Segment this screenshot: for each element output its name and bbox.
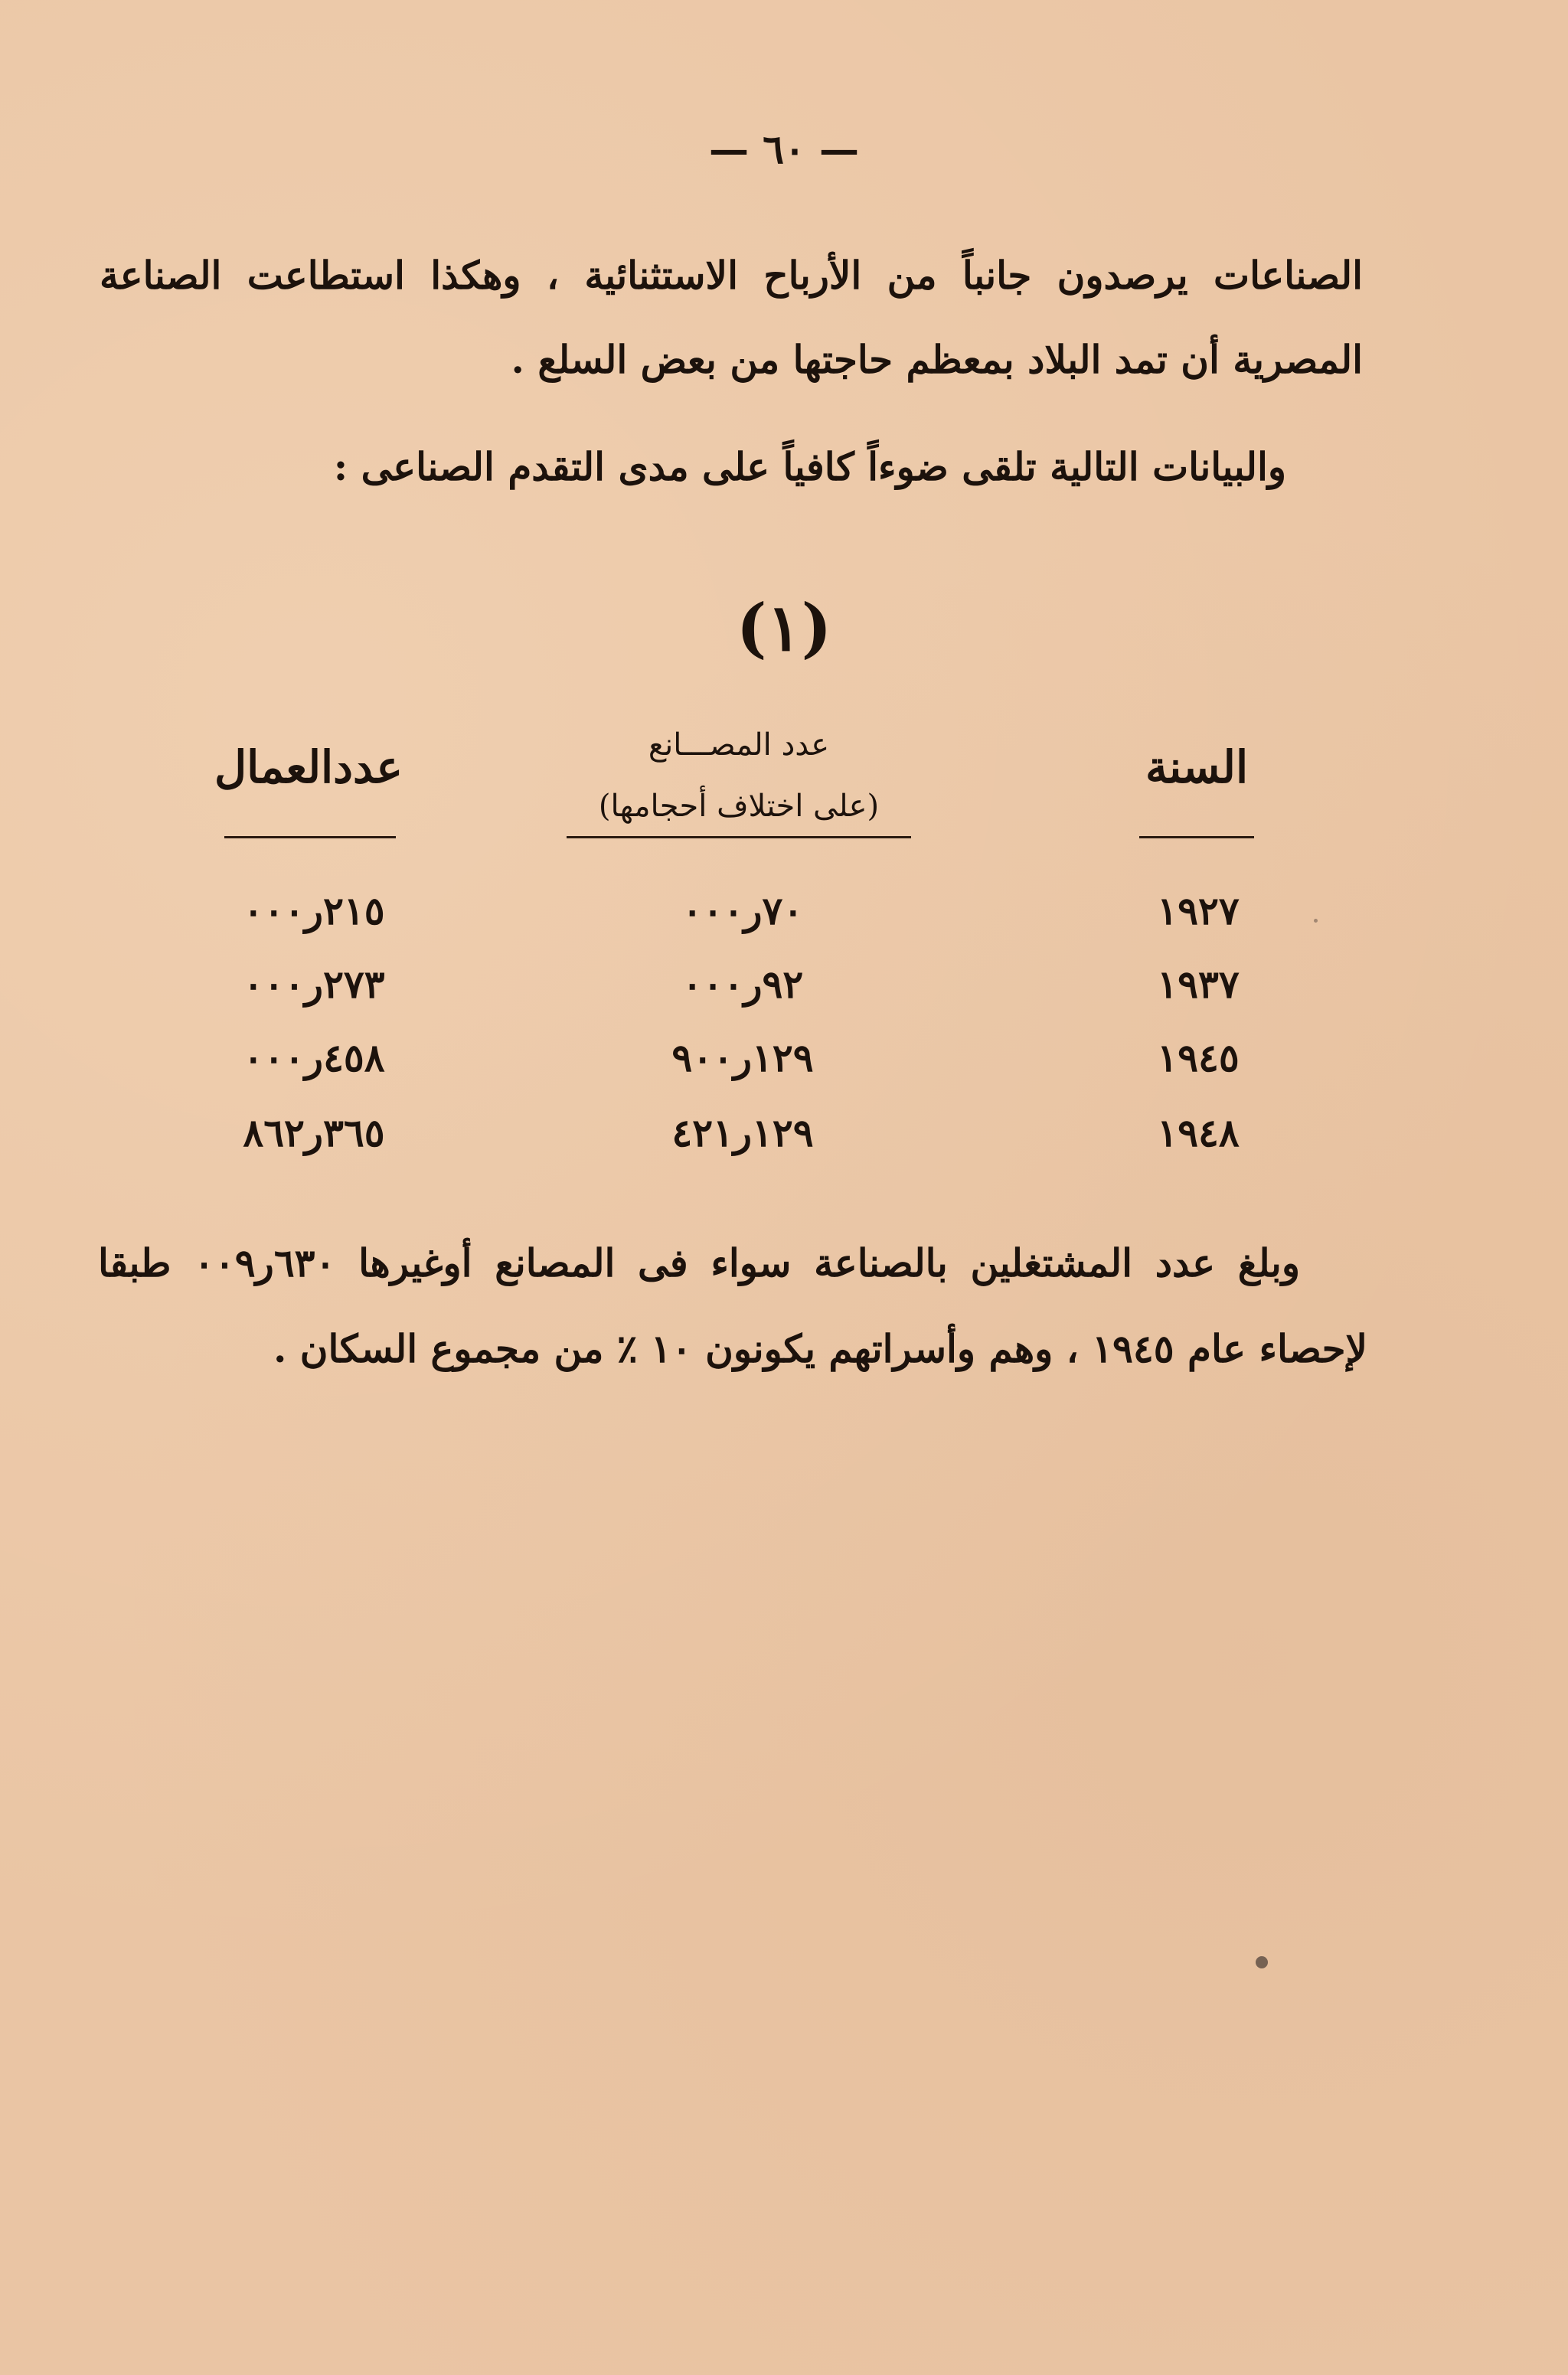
cell-factories: ٧٠ر٠٠٠: [681, 888, 804, 933]
cell-workers: ٣٦٥ر٨٦٢: [243, 1110, 385, 1155]
cell-workers: ٤٥٨ر٠٠٠: [243, 1035, 385, 1080]
header-underline-year: [1139, 836, 1254, 838]
paragraph-1-line-2: المصرية أن تمد البلاد بمعظم حاجتها من بعض السلع .: [511, 337, 1363, 382]
paragraph-3-line-1: وبلغ عدد المشتغلين بالصناعة سواء فى المصانع أوغيرها ٦٣٠ر٠٠٩ طبقا: [98, 1240, 1300, 1286]
paragraph-2-line-1: والبيانات التالية تلقى ضوءاً كافياً على مدى التقدم الصناعى :: [333, 444, 1286, 489]
cell-workers: ٢١٥ر٠٠٠: [243, 888, 385, 933]
page-number: — ٦٠ —: [708, 126, 860, 173]
cell-factories: ٩٢ر٠٠٠: [681, 962, 804, 1007]
header-underline-factories: [567, 836, 911, 838]
cell-workers: ٢٧٣ر٠٠٠: [243, 962, 385, 1007]
table-number: (١): [736, 590, 832, 665]
header-year: السنة: [1145, 741, 1249, 793]
paragraph-3-line-2: لإحصاء عام ١٩٤٥ ، وهم وأسراتهم يكونون ١٠ ٪ من مجموع السكان .: [273, 1326, 1367, 1371]
cell-year: ١٩٣٧: [1157, 962, 1240, 1007]
paragraph-1-line-1: الصناعات يرصدون جانباً من الأرباح الاستثنائية ، وهكذا استطاعت الصناعة: [100, 253, 1363, 298]
cell-year: ١٩٤٥: [1157, 1035, 1240, 1080]
cell-factories: ١٢٩ر٩٠٠: [671, 1035, 814, 1080]
cell-factories: ١٢٩ر٤٢١: [671, 1110, 814, 1155]
cell-year: ١٩٢٧: [1157, 888, 1240, 933]
paper-speck: [1256, 1956, 1268, 1968]
header-workers: عددالعمال: [214, 741, 403, 793]
header-underline-workers: [224, 836, 396, 838]
header-factories-note: (على اختلاف أحجامها): [598, 789, 880, 824]
paper-speck: [1314, 919, 1318, 923]
header-factories: عدد المصـــانع: [648, 727, 830, 763]
cell-year: ١٩٤٨: [1157, 1110, 1240, 1155]
